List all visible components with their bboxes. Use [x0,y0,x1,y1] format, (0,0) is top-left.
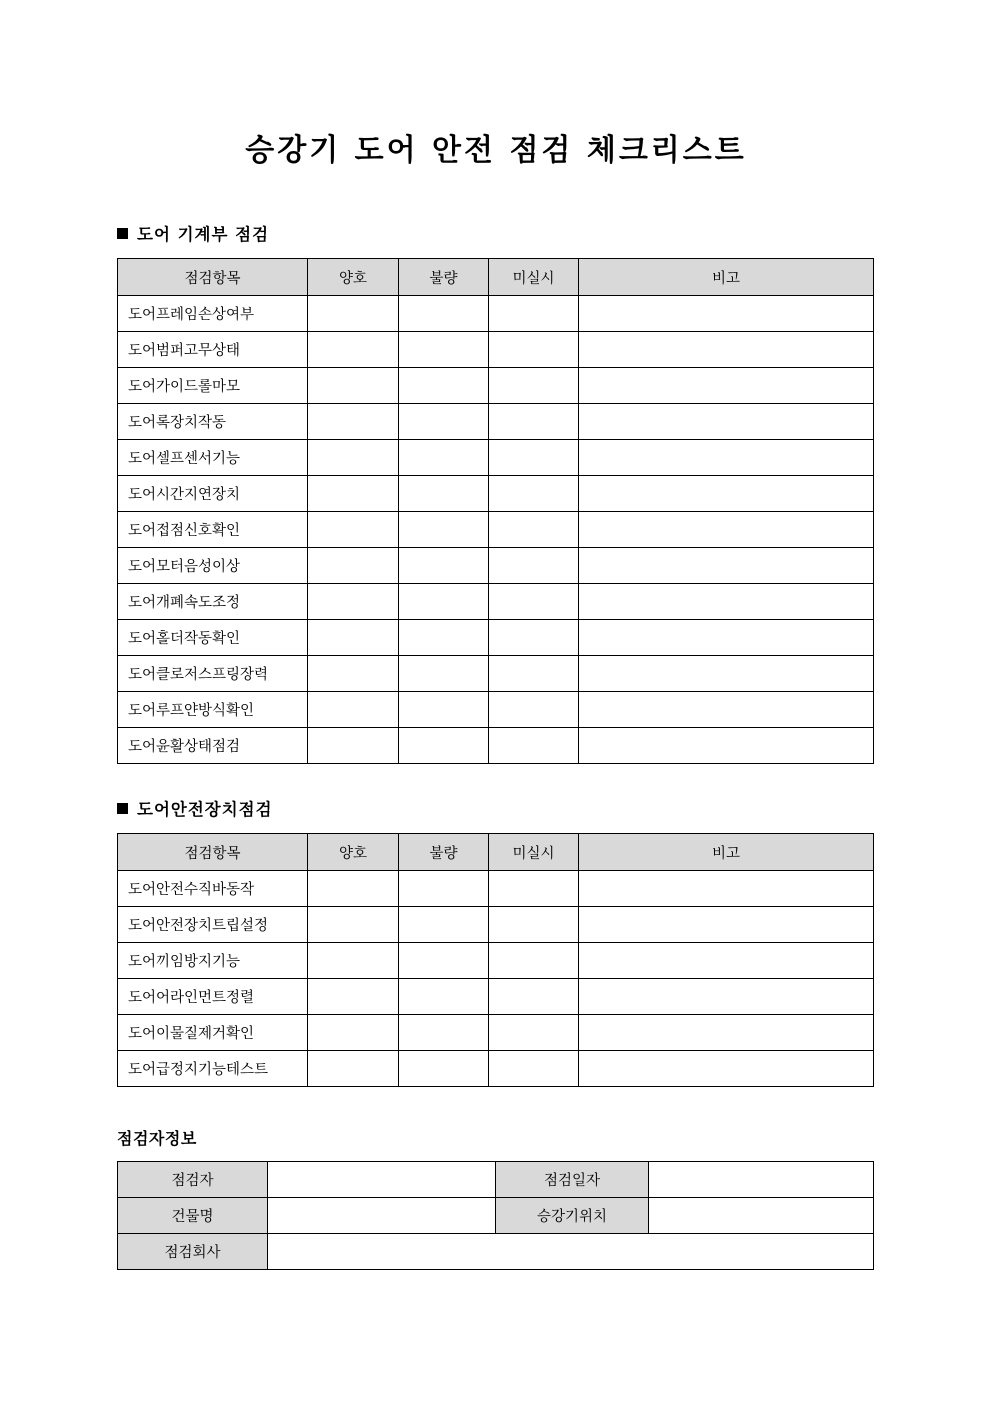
not-done-checkbox-cell[interactable] [489,548,579,584]
bad-checkbox-cell[interactable] [399,620,489,656]
good-checkbox-cell[interactable] [308,512,399,548]
info-value-elevator-location[interactable] [649,1198,874,1234]
table-row [118,476,874,512]
good-checkbox-cell[interactable] [308,332,399,368]
inspection-item-label: 도어범퍼고무상태 [118,332,308,368]
inspection-item-label: 도어모터음성이상 [118,548,308,584]
table-header-row [118,834,874,871]
inspection-item-label: 도어시간지연장치 [118,476,308,512]
info-value-building-name[interactable] [268,1198,496,1234]
section-heading-door-safety-device [117,796,273,820]
info-label-inspection-date: 점검일자 [496,1162,649,1198]
info-row [118,1198,874,1234]
inspection-item-label: 도어클로저스프링장력 [118,656,308,692]
table-row [118,943,874,979]
column-header-not-done: 미실시 [489,834,579,871]
good-checkbox-cell[interactable] [308,440,399,476]
remark-cell[interactable] [579,943,874,979]
table-row [118,979,874,1015]
table-row [118,692,874,728]
inspection-item-label: 도어프레임손상여부 [118,296,308,332]
good-checkbox-cell[interactable] [308,1015,399,1051]
not-done-checkbox-cell[interactable] [489,728,579,764]
table-header-row [118,259,874,296]
info-value-inspection-date[interactable] [649,1162,874,1198]
bad-checkbox-cell[interactable] [399,440,489,476]
bad-checkbox-cell[interactable] [399,871,489,907]
good-checkbox-cell[interactable] [308,548,399,584]
bad-checkbox-cell[interactable] [399,907,489,943]
good-checkbox-cell[interactable] [308,979,399,1015]
good-checkbox-cell[interactable] [308,1051,399,1087]
remark-cell[interactable] [579,440,874,476]
table-row [118,1015,874,1051]
inspection-item-label: 도어급정지기능테스트 [118,1051,308,1087]
inspection-item-label: 도어가이드롤마모 [118,368,308,404]
not-done-checkbox-cell[interactable] [489,440,579,476]
info-label-elevator-location: 승강기위치 [496,1198,649,1234]
bad-checkbox-cell[interactable] [399,728,489,764]
inspection-item-label: 도어루프얀방식확인 [118,692,308,728]
table-row [118,1051,874,1087]
bad-checkbox-cell[interactable] [399,476,489,512]
table-row [118,548,874,584]
table-row [118,620,874,656]
inspection-item-label: 도어홀더작동확인 [118,620,308,656]
table-row [118,907,874,943]
remark-cell[interactable] [579,979,874,1015]
checklist-table-door-mechanical [117,258,874,764]
table-row [118,296,874,332]
inspection-item-label: 도어안전장치트립설정 [118,907,308,943]
bad-checkbox-cell[interactable] [399,979,489,1015]
not-done-checkbox-cell[interactable] [489,871,579,907]
not-done-checkbox-cell[interactable] [489,512,579,548]
bad-checkbox-cell[interactable] [399,943,489,979]
info-value-inspector[interactable] [268,1162,496,1198]
not-done-checkbox-cell[interactable] [489,368,579,404]
remark-cell[interactable] [579,692,874,728]
table-row [118,656,874,692]
filled-square-bullet-icon [117,803,128,814]
good-checkbox-cell[interactable] [308,404,399,440]
good-checkbox-cell[interactable] [308,584,399,620]
remark-cell[interactable] [579,871,874,907]
column-header-remark: 비고 [579,834,874,871]
table-row [118,332,874,368]
remark-cell[interactable] [579,512,874,548]
inspection-item-label: 도어안전수직바동작 [118,871,308,907]
remark-cell[interactable] [579,1051,874,1087]
good-checkbox-cell[interactable] [308,656,399,692]
bad-checkbox-cell[interactable] [399,1051,489,1087]
good-checkbox-cell[interactable] [308,620,399,656]
column-header-item: 점검항목 [118,834,308,871]
table-row [118,871,874,907]
remark-cell[interactable] [579,332,874,368]
inspection-item-label: 도어이물질제거확인 [118,1015,308,1051]
bad-checkbox-cell[interactable] [399,368,489,404]
not-done-checkbox-cell[interactable] [489,1015,579,1051]
not-done-checkbox-cell[interactable] [489,584,579,620]
bad-checkbox-cell[interactable] [399,332,489,368]
inspection-item-label: 도어끼임방지기능 [118,943,308,979]
not-done-checkbox-cell[interactable] [489,620,579,656]
not-done-checkbox-cell[interactable] [489,692,579,728]
remark-cell[interactable] [579,296,874,332]
table-row [118,584,874,620]
info-row [118,1234,874,1270]
inspector-info-heading: 점검자정보 [117,1129,197,1148]
bad-checkbox-cell[interactable] [399,548,489,584]
remark-cell[interactable] [579,584,874,620]
not-done-checkbox-cell[interactable] [489,476,579,512]
not-done-checkbox-cell[interactable] [489,296,579,332]
info-row [118,1162,874,1198]
inspection-item-label: 도어셀프센서기능 [118,440,308,476]
remark-cell[interactable] [579,548,874,584]
page-title: 승강기 도어 안전 점검 체크리스트 [245,133,747,168]
remark-cell[interactable] [579,368,874,404]
filled-square-bullet-icon [117,228,128,239]
column-header-bad: 불량 [399,259,489,296]
remark-cell[interactable] [579,728,874,764]
table-row [118,728,874,764]
remark-cell[interactable] [579,907,874,943]
inspection-item-label: 도어록장치작동 [118,404,308,440]
column-header-not-done: 미실시 [489,259,579,296]
section-heading-door-mechanical [117,221,269,245]
good-checkbox-cell[interactable] [308,296,399,332]
table-row [118,440,874,476]
section-heading-label: 도어 기계부 점검 [137,225,270,244]
good-checkbox-cell[interactable] [308,871,399,907]
bad-checkbox-cell[interactable] [399,296,489,332]
not-done-checkbox-cell[interactable] [489,332,579,368]
table-row [118,404,874,440]
table-row [118,368,874,404]
column-header-good: 양호 [308,834,399,871]
good-checkbox-cell[interactable] [308,728,399,764]
good-checkbox-cell[interactable] [308,692,399,728]
info-label-inspection-company: 점검회사 [118,1234,268,1270]
not-done-checkbox-cell[interactable] [489,404,579,440]
inspection-item-label: 도어개폐속도조정 [118,584,308,620]
inspection-item-label: 도어어라인먼트정렬 [118,979,308,1015]
remark-cell[interactable] [579,404,874,440]
column-header-remark: 비고 [579,259,874,296]
section-heading-label: 도어안전장치점검 [137,800,273,819]
bad-checkbox-cell[interactable] [399,692,489,728]
bad-checkbox-cell[interactable] [399,404,489,440]
not-done-checkbox-cell[interactable] [489,656,579,692]
not-done-checkbox-cell[interactable] [489,907,579,943]
column-header-item: 점검항목 [118,259,308,296]
inspection-item-label: 도어접점신호확인 [118,512,308,548]
info-value-inspection-company[interactable] [268,1234,874,1270]
column-header-good: 양호 [308,259,399,296]
not-done-checkbox-cell[interactable] [489,1051,579,1087]
column-header-bad: 불량 [399,834,489,871]
checklist-table-door-safety-device [117,833,874,1087]
good-checkbox-cell[interactable] [308,476,399,512]
bad-checkbox-cell[interactable] [399,656,489,692]
info-label-building-name: 건물명 [118,1198,268,1234]
good-checkbox-cell[interactable] [308,907,399,943]
inspector-info-table [117,1161,874,1270]
bad-checkbox-cell[interactable] [399,584,489,620]
good-checkbox-cell[interactable] [308,943,399,979]
remark-cell[interactable] [579,476,874,512]
remark-cell[interactable] [579,1015,874,1051]
remark-cell[interactable] [579,620,874,656]
not-done-checkbox-cell[interactable] [489,943,579,979]
not-done-checkbox-cell[interactable] [489,979,579,1015]
inspection-item-label: 도어윤활상태점검 [118,728,308,764]
info-label-inspector: 점검자 [118,1162,268,1198]
remark-cell[interactable] [579,656,874,692]
bad-checkbox-cell[interactable] [399,1015,489,1051]
bad-checkbox-cell[interactable] [399,512,489,548]
table-row [118,512,874,548]
good-checkbox-cell[interactable] [308,368,399,404]
